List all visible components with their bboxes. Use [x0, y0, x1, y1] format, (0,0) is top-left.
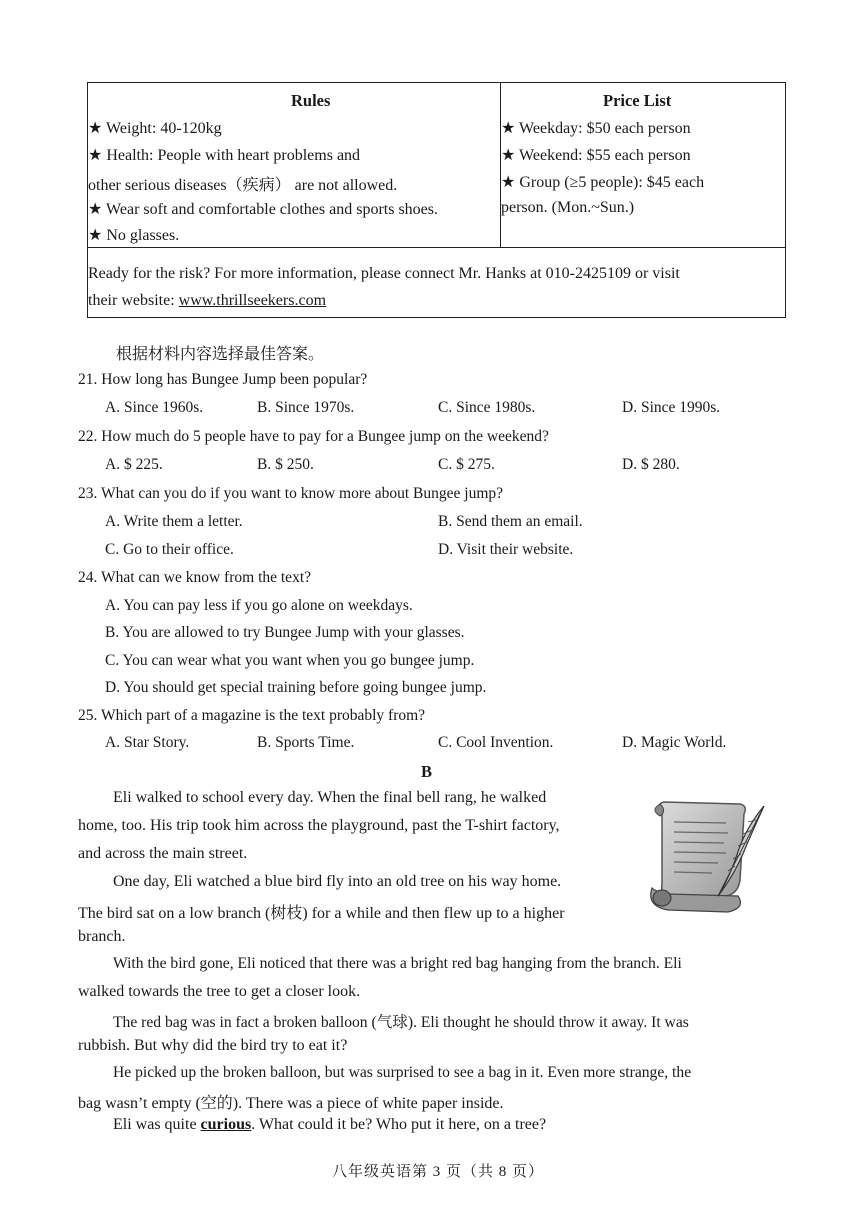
option[interactable]: B. You are allowed to try Bungee Jump with your glasses.	[105, 624, 465, 641]
rule-item: ★ Wear soft and comfortable clothes and sports shoes.	[88, 201, 439, 218]
question-23: 23. What can you do if you want to know more about Bungee jump?	[78, 485, 504, 502]
option[interactable]: D. Magic World.	[622, 734, 727, 751]
passage-line: walked towards the tree to get a closer look.	[78, 983, 361, 1000]
info-line: Ready for the risk? For more information, please connect Mr. Hanks at 010-2425109 or visit	[88, 265, 680, 282]
question-24: 24. What can we know from the text?	[78, 569, 311, 586]
question-21: 21. How long has Bungee Jump been popular?	[78, 371, 368, 388]
passage-line: The red bag was in fact a broken balloon (气球). Eli thought he should throw it away. It was	[113, 1014, 689, 1031]
passage-line: home, too. His trip took him across the playground, past the T-shirt factory,	[78, 817, 560, 834]
option[interactable]: C. You can wear what you want when you go bungee jump.	[105, 652, 475, 669]
rule-item: ★ No glasses.	[88, 227, 180, 244]
rule-item: other serious diseases（疾病） are not allowed.	[88, 177, 398, 194]
row-divider	[88, 247, 785, 248]
passage-line: With the bird gone, Eli noticed that there was a bright red bag hanging from the branch. Eli	[113, 955, 682, 972]
option[interactable]: A. $ 225.	[105, 456, 163, 473]
option[interactable]: C. Go to their office.	[105, 541, 234, 558]
question-22: 22. How much do 5 people have to pay for a Bungee jump on the weekend?	[78, 428, 549, 445]
option[interactable]: B. Sports Time.	[257, 734, 355, 751]
section-b-heading: B	[421, 762, 433, 781]
passage-line: rubbish. But why did the bird try to eat it?	[78, 1037, 348, 1054]
text: Eli was quite	[113, 1116, 201, 1133]
curious-word: curious	[200, 1116, 252, 1133]
text: . What could it be? Who put it here, on a tree?	[251, 1116, 547, 1133]
passage-line: branch.	[78, 928, 126, 945]
page-footer: 八年级英语第 3 页（共 8 页）	[332, 1164, 545, 1180]
rules-title: Rules	[291, 91, 331, 110]
option[interactable]: B. Since 1970s.	[257, 399, 355, 416]
info-line-website	[88, 292, 326, 310]
passage-line: and across the main street.	[78, 845, 248, 862]
price-item: person. (Mon.~Sun.)	[501, 199, 635, 216]
instruction: 根据材料内容选择最佳答案。	[116, 346, 325, 363]
option[interactable]: B. $ 250.	[257, 456, 314, 473]
option[interactable]: D. Visit their website.	[438, 541, 574, 558]
option[interactable]: A. Write them a letter.	[105, 513, 243, 530]
option[interactable]: D. $ 280.	[622, 456, 680, 473]
passage-line: He picked up the broken balloon, but was surprised to see a bag in it. Even more strange, the	[113, 1064, 692, 1081]
option[interactable]: C. Since 1980s.	[438, 399, 536, 416]
option[interactable]: C. $ 275.	[438, 456, 495, 473]
option[interactable]: D. Since 1990s.	[622, 399, 721, 416]
price-item: ★ Group (≥5 people): $45 each	[501, 174, 705, 191]
website-link[interactable]: www.thrillseekers.com	[178, 292, 327, 309]
option[interactable]: B. Send them an email.	[438, 513, 583, 530]
price-item: ★ Weekend: $55 each person	[501, 147, 691, 164]
info-prefix: their website:	[88, 292, 179, 309]
passage-last-line	[113, 1116, 546, 1134]
passage-line: bag wasn’t empty (空的). There was a piece of white paper inside.	[78, 1095, 504, 1112]
passage-line: The bird sat on a low branch (树枝) for a while and then flew up to a higher	[78, 905, 565, 922]
option[interactable]: D. You should get special training before going bungee jump.	[105, 679, 487, 696]
passage-line: One day, Eli watched a blue bird fly into an old tree on his way home.	[113, 873, 562, 890]
price-list-title: Price List	[603, 91, 672, 110]
option[interactable]: A. Since 1960s.	[105, 399, 204, 416]
column-divider	[500, 83, 501, 247]
option[interactable]: C. Cool Invention.	[438, 734, 554, 751]
passage-line: Eli walked to school every day. When the final bell rang, he walked	[113, 789, 547, 806]
option[interactable]: A. You can pay less if you go alone on weekdays.	[105, 597, 413, 614]
rule-item: ★ Health: People with heart problems and	[88, 147, 361, 164]
rule-item: ★ Weight: 40-120kg	[88, 120, 222, 137]
question-25: 25. Which part of a magazine is the text probably from?	[78, 707, 426, 724]
price-item: ★ Weekday: $50 each person	[501, 120, 691, 137]
scroll-and-quill-icon	[648, 800, 770, 918]
rules-price-table	[87, 82, 786, 318]
option[interactable]: A. Star Story.	[105, 734, 190, 751]
